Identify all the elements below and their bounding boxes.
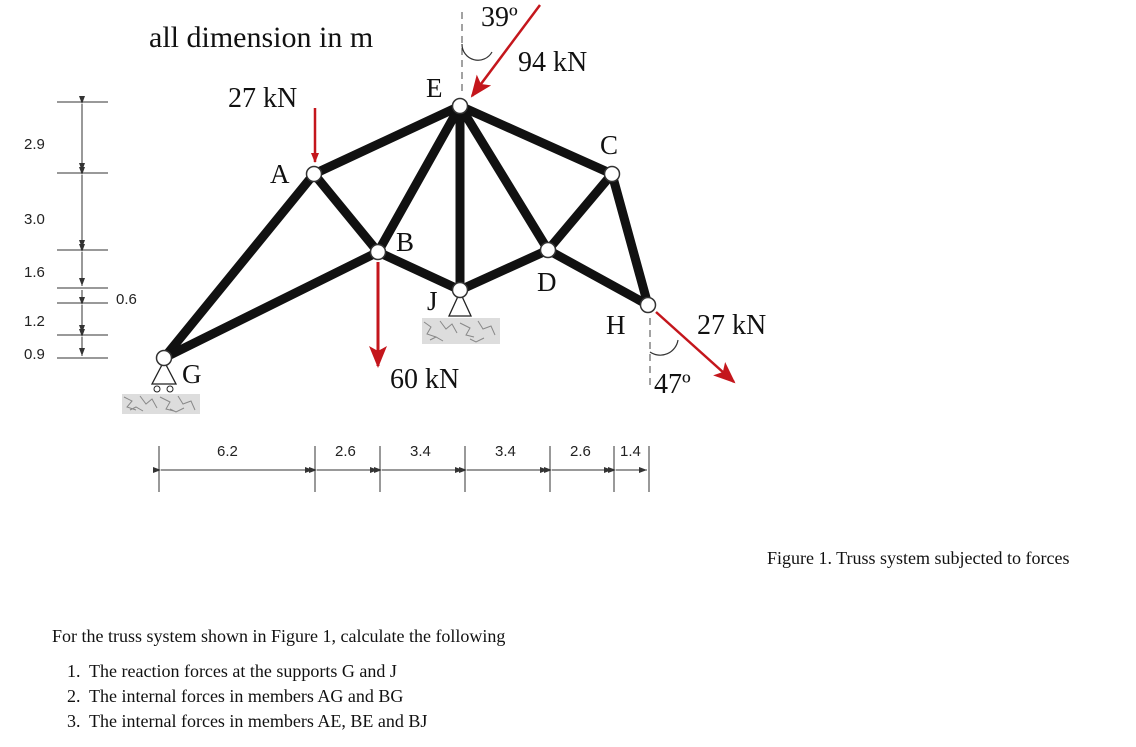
load-angle-H: 47º bbox=[654, 369, 691, 400]
node-label-J: J bbox=[427, 286, 438, 316]
joint-E bbox=[453, 99, 468, 114]
node-label-H: H bbox=[606, 310, 626, 340]
hdim-1: 6.2 bbox=[217, 443, 238, 460]
member-BJ bbox=[378, 252, 460, 290]
vdim-4: 0.6 bbox=[116, 291, 137, 308]
node-label-C: C bbox=[600, 130, 619, 160]
vdim-5: 1.2 bbox=[24, 313, 45, 330]
node-label-B: B bbox=[396, 227, 415, 257]
units-note: all dimension in m bbox=[149, 21, 374, 54]
load-angle-E: 39º bbox=[481, 2, 518, 33]
question-item: 3. The internal forces in members AE, BE and BJ bbox=[85, 709, 505, 734]
member-JD bbox=[460, 250, 548, 290]
question-item: 1. The reaction forces at the supports G and J bbox=[85, 659, 505, 684]
hdim-4: 3.4 bbox=[495, 443, 516, 460]
hdim-2: 2.6 bbox=[335, 443, 356, 460]
member-DC bbox=[548, 174, 612, 250]
question-item: 2. The internal forces in members AG and BG bbox=[85, 684, 505, 709]
question-list bbox=[52, 659, 505, 734]
angle-arc-E bbox=[462, 44, 492, 60]
vdim-3: 1.6 bbox=[24, 264, 45, 281]
joint-C bbox=[605, 167, 620, 182]
vertical-dimension-lines bbox=[57, 102, 108, 358]
member-AB bbox=[314, 174, 378, 252]
hdim-3: 3.4 bbox=[410, 443, 431, 460]
joint-J bbox=[453, 283, 468, 298]
question-intro: For the truss system shown in Figure 1, calculate the following bbox=[52, 626, 506, 646]
load-label-E: 94 kN bbox=[518, 47, 588, 78]
vdim-1: 2.9 bbox=[24, 136, 45, 153]
member-AG bbox=[164, 174, 314, 358]
member-GB bbox=[164, 252, 378, 358]
node-label-A: A bbox=[270, 159, 290, 189]
node-label-G: G bbox=[182, 359, 202, 389]
question-block bbox=[52, 624, 505, 734]
hdim-6: 1.4 bbox=[620, 443, 641, 460]
joint-A bbox=[307, 167, 322, 182]
load-label-A: 27 kN bbox=[228, 83, 298, 114]
figure-caption: Figure 1. Truss system subjected to forces bbox=[767, 548, 1070, 568]
hdim-5: 2.6 bbox=[570, 443, 591, 460]
joint-D bbox=[541, 243, 556, 258]
joint-G bbox=[157, 351, 172, 366]
joint-B bbox=[371, 245, 386, 260]
node-label-D: D bbox=[537, 267, 557, 297]
load-label-B: 60 kN bbox=[390, 364, 460, 395]
node-label-E: E bbox=[426, 73, 443, 103]
vdim-6: 0.9 bbox=[24, 346, 45, 363]
vdim-2: 3.0 bbox=[24, 211, 45, 228]
joint-H bbox=[641, 298, 656, 313]
angle-arc-H bbox=[650, 340, 678, 355]
load-label-H: 27 kN bbox=[697, 310, 767, 341]
